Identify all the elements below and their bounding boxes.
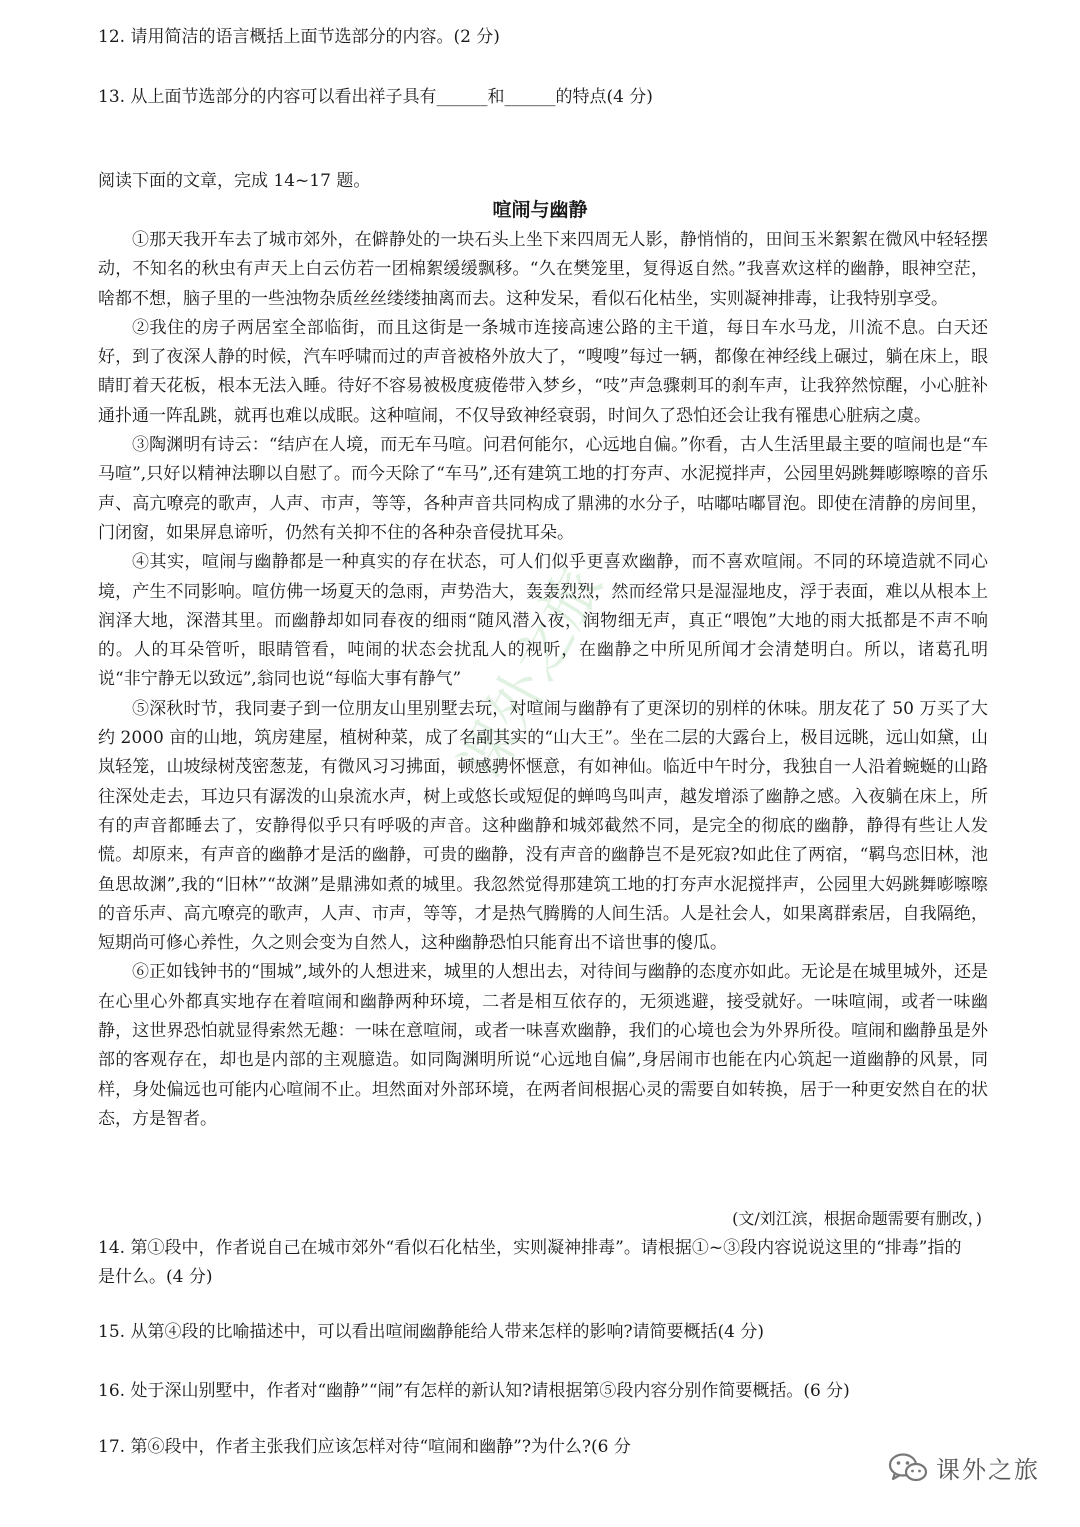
reading-instruction: 阅读下面的文章，完成 14~17 题。 [98,171,371,191]
brand-logo [888,1450,1040,1485]
question-16: 16. 处于深山别墅中，作者对“幽静”“闹”有怎样的新认知?请根据第⑤段内容分别作简要概括。(6 分) [98,1381,850,1401]
paragraph-4: ④其实，喧闹与幽静都是一种真实的存在状态，可人们似乎更喜欢幽静，而不喜欢喧闹。不同的环境造就不同心境，产生不同影响。喧仿佛一场夏天的急雨，声势浩大，轰轰烈烈，然而经常只是湿湿地皮，浮于表面，难以从根本上润泽大地，深潜其里。而幽静却如同春夜的细雨“随风潜入夜，润物细无声，真正“喂饱”大地的雨大抵都是不声不响的。人的耳朵管听，眼睛管看，吨闹的状态会扰乱人的视听，在幽静之中所见所闻才会清楚明白。所以，诸葛孔明说“非宁静无以致远”,翁同也说“每临大事有静气” [98,552,988,690]
article-source: (文/刘江滨，根据命题需要有删改，) [732,1209,982,1228]
paragraph-1: ①那天我开车去了城市郊外，在僻静处的一块石头上坐下来四周无人影，静悄悄的，田间玉米絮絮在微风中轻轻摆动，不知名的秋虫有声天上白云仿若一团棉絮缓缓飘移。“久在樊笼里，复得返自然。”我喜欢这样的幽静，眼神空茫，啥都不想，脑子里的一些浊物杂质丝丝缕缕抽离而去。这种发呆，看似石化枯坐，实则凝神排毒，让我特别享受。 [98,230,988,309]
brand-name: 课外之旅 [936,1456,1040,1484]
paragraph-6: ⑥正如钱钟书的“围城”,域外的人想进来，城里的人想出去，对待间与幽静的态度亦如此。无论是在城里城外，还是在心里心外都真实地存在着喧闹和幽静两种环境，二者是相互依存的，无须逃避，接受就好。一味喧闹，或者一味幽静，这世界恐怕就显得索然无趣：一味在意喧闹，或者一味喜欢幽静，我们的心境也会为外界所役。喧闹和幽静虽是外部的客观存在，却也是内部的主观臆造。如同陶渊明所说“心远地自偏”,身居闹市也能在内心筑起一道幽静的风景，同样，身处偏远也可能内心喧闹不止。坦然面对外部环境，在两者间根据心灵的需要自如转换，居于一种更安然自在的状态，方是智者。 [98,962,988,1129]
question-15: 15. 从第④段的比喻描述中，可以看出喧闹幽静能给人带来怎样的影响?请简要概括(4 分) [98,1322,765,1342]
question-14: 14. 第①段中，作者说自己在城市郊外“看似石化枯坐，实则凝神排毒”。请根据①~③段内容说说这里的“排毒”指的是什么。(4 分) [98,1238,962,1287]
question-17: 17. 第⑥段中，作者主张我们应该怎样对待“喧闹和幽静”?为什么?(6 分 [98,1437,631,1457]
watermark-text: 课外之旅 [445,555,615,793]
question-13: 13. 从上面节选部分的内容可以看出祥子具有______和______的特点(4 分) [98,87,653,107]
question-12: 12. 请用简洁的语言概括上面节选部分的内容。(2 分) [98,27,500,47]
article-body [98,226,988,1134]
paragraph-2: ②我住的房子两居室全部临街，而且这街是一条城市连接高速公路的主干道，每日车水马龙，川流不息。白天还好，到了夜深人静的时候，汽车呼啸而过的声音被格外放大了，“嗖嗖”每过一辆，都像在神经线上碾过，躺在床上，眼睛盯着天花板，根本无法入睡。待好不容易被极度疲倦带入梦乡，“吱”声急骤刺耳的刹车声，让我猝然惊醒，小心脏补通扑通一阵乱跳，就再也难以成眠。这种喧闹，不仅导致神经衰弱，时间久了恐怕还会让我有罹患心脏病之虞。 [98,317,988,426]
article-title: 喧闹与幽静 [492,199,588,221]
wechat-icon [888,1451,928,1485]
paragraph-5: ⑤深秋时节，我同妻子到一位朋友山里别墅去玩，对喧闹与幽静有了更深切的别样的休味。朋友花了 50 万买了大约 2000 亩的山地，筑房建屋，植树种菜，成了名副其实的“山大王”。坐在二层的大露台上，极目远眺，远山如黛，山岚轻笼，山坡绿树茂密葱茏，有微风习习拂面，顿感骋怀惬意，有如神仙。临近中午时分，我独自一人沿着蜿蜒的山路往深处走去，耳边只有潺泼的山泉流水声，树上或悠长或短促的蝉鸣鸟叫声，越发增添了幽静之感。入夜躺在床上，所有的声音都睡去了，安静得似乎只有呼吸的声音。这种幽静和城郊截然不同，是完全的彻底的幽静，静得有些让人发慌。却原来，有声音的幽静才是活的幽静，可贵的幽静，没有声音的幽静岂不是死寂?如此住了两宿，“羁鸟恋旧林，池鱼思故渊”,我的“旧林”“故渊”是鼎沸如煮的城里。我忽然觉得那建筑工地的打夯声水泥搅拌声，公园里大妈跳舞嘭嚓嚓的音乐声、高亢嘹亮的歌声，人声、市声，等等，才是热气腾腾的人间生活。人是社会人，如果离群索居，自我隔绝，短期尚可修心养性，久之则会变为自然人，这种幽静恐怕只能育出不谙世事的傻瓜。 [98,698,988,954]
paragraph-3: ③陶渊明有诗云：“结庐在人境，而无车马喧。问君何能尔，心远地自偏。”你看，古人生活里最主要的喧闹也是“车马喧”,只好以精神法聊以自慰了。而今天除了“车马”,还有建筑工地的打夯声、水泥搅拌声，公园里妈跳舞嘭嚓嚓的音乐声、高亢嘹亮的歌声，人声、市声，等等，各种声音共同构成了鼎沸的水分子，咕嘟咕嘟冒泡。即使在清静的房间里，门闭窗，如果屏息谛听，仍然有关抑不住的各种杂音侵扰耳朵。 [98,435,988,543]
